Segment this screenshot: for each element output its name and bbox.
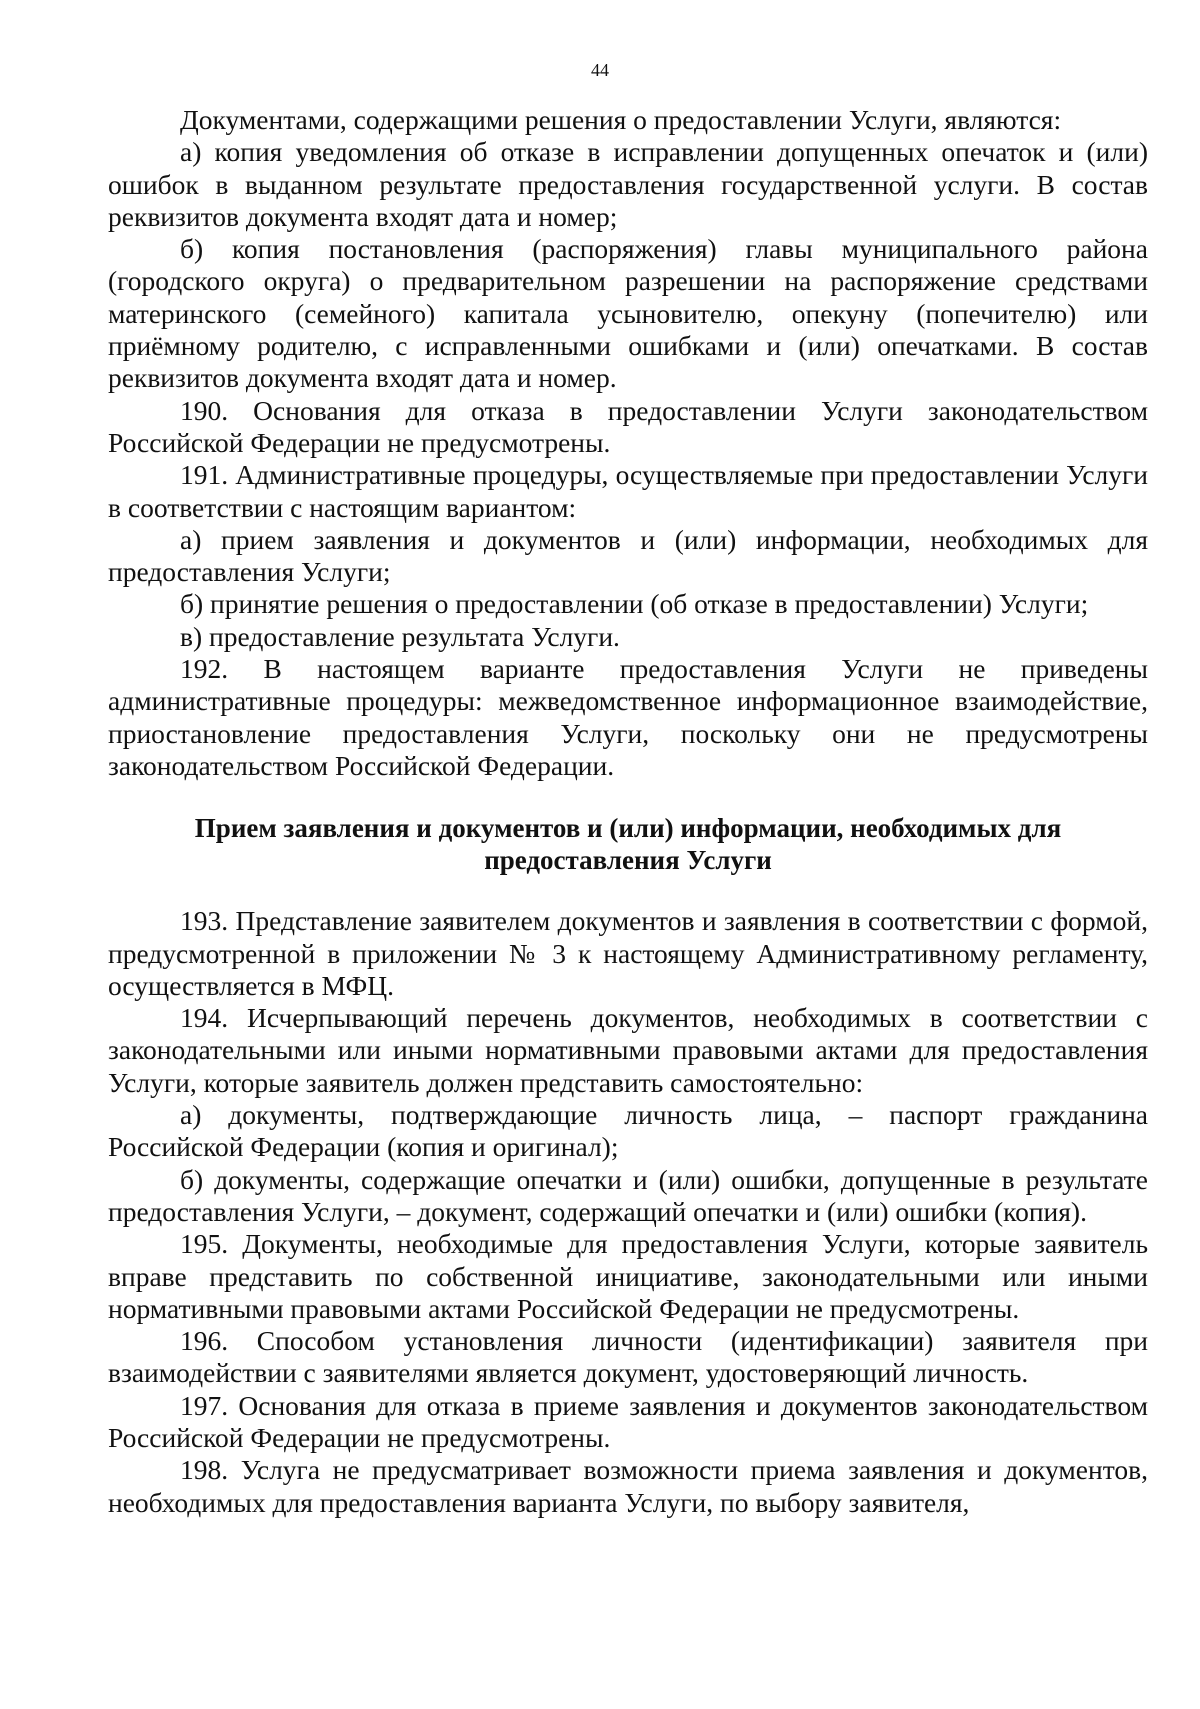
paragraph-191-item-b: б) принятие решения о предоставлении (об отказе в предоставлении) Услуги; (180, 588, 1089, 620)
paragraph-decision-documents: Документами, содержащими решения о предоставлении Услуги, являются: (180, 104, 1062, 135)
page-number: 44 (591, 60, 609, 80)
paragraph-item-a-refusal-notice: а) копия уведомления об отказе в исправлении допущенных опечаток и (или) ошибок в выданном результате предоставления государственной услуги. В состав реквизитов документа входят дата и номер; (108, 136, 1148, 232)
section-heading: Прием заявления и документов и (или) информации, необходимых для предоставления Услуги (194, 813, 1062, 876)
paragraph-191: 191. Административные процедуры, осуществляемые при предоставлении Услуги в соответствии с настоящим вариантом: (108, 459, 1148, 523)
paragraph-193: 193. Представление заявителем документов и заявления в соответствии с формой, предусмотренной в приложении № 3 к настоящему Административному регламенту, осуществляется в МФЦ. (108, 905, 1148, 1001)
paragraph-198: 198. Услуга не предусматривает возможности приема заявления и документов, необходимых для предоставления варианта Услуги, по выбору заявителя, (108, 1454, 1148, 1518)
paragraph-196: 196. Способом установления личности (идентификации) заявителя при взаимодействии с заявителями является документ, удостоверяющий личность. (108, 1325, 1148, 1389)
paragraph-194-item-b: б) документы, содержащие опечатки и (или) ошибки, допущенные в результате предоставления Услуги, – документ, содержащий опечатки и (или) ошибки (копия). (108, 1163, 1148, 1227)
document-body (108, 104, 1148, 1519)
paragraph-195: 195. Документы, необходимые для предоставления Услуги, которые заявитель вправе представить по собственной инициативе, законодательными или иными нормативными правовыми актами Российской Федерации не предусмотрены. (108, 1228, 1148, 1324)
paragraph-197: 197. Основания для отказа в приеме заявления и документов законодательством Российской Федерации не предусмотрены. (108, 1389, 1148, 1453)
paragraph-190: 190. Основания для отказа в предоставлении Услуги законодательством Российской Федерации не предусмотрены. (108, 394, 1148, 458)
paragraph-194: 194. Исчерпывающий перечень документов, необходимых в соответствии с законодательными или иными нормативными правовыми актами для предоставления Услуги, которые заявитель должен представить самостоятельно: (108, 1002, 1148, 1098)
paragraph-191-item-c: в) предоставление результата Услуги. (180, 620, 620, 652)
paragraph-item-b-resolution-copy: б) копия постановления (распоряжения) главы муниципального района (городского округа) о предварительном разрешении на распоряжение средствами материнского (семейного) капитала усыновителю, опекуну (попечителю) или приёмному родителю, с исправленными ошибками и (или) опечатками. В состав реквизитов документа входят дата и номер. (108, 233, 1148, 394)
paragraph-191-item-a: а) прием заявления и документов и (или) информации, необходимых для предоставления Услуги; (108, 523, 1148, 588)
paragraph-194-item-a: а) документы, подтверждающие личность лица, – паспорт гражданина Российской Федерации (копия и оригинал); (108, 1099, 1148, 1163)
paragraph-192: 192. В настоящем варианте предоставления Услуги не приведены административные процедуры: межведомственное информационное взаимодействие, приостановление предоставления Услуги, поскольку они не предусмотрены законодательством Российской Федерации. (108, 653, 1148, 781)
